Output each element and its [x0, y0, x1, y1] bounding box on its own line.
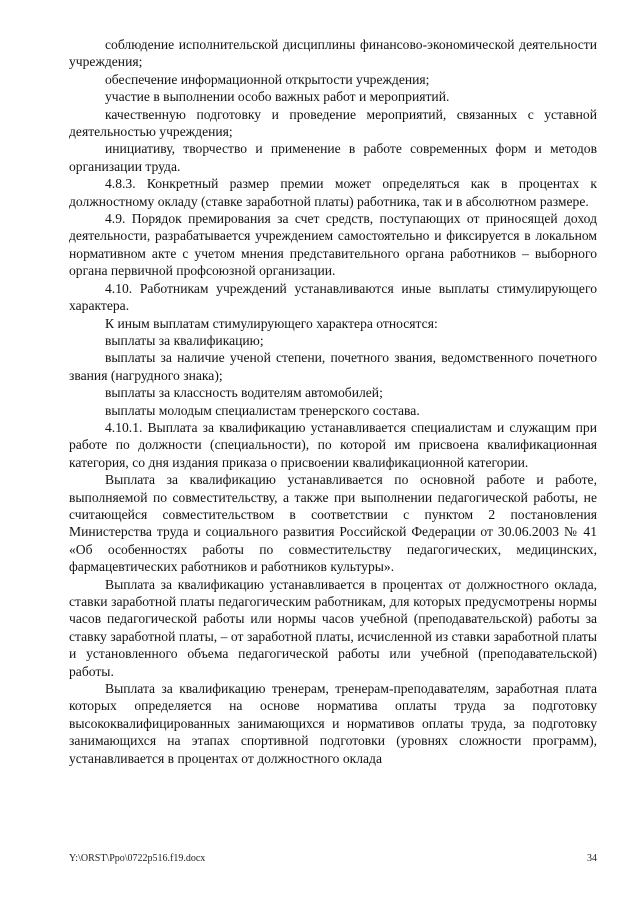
paragraph-other-payments-intro: К иным выплатам стимулирующего характера относятся:	[105, 315, 438, 331]
paragraph-4-8-3: 4.8.3. Конкретный размер премии может определяться как в процентах к должностному окладу (ставке заработной платы) работника, так и в абсолютном размере.	[69, 176, 597, 209]
paragraph-important-works: участие в выполнении особо важных работ и мероприятий.	[105, 89, 450, 105]
paragraph-4-10-1: 4.10.1. Выплата за квалификацию устанавливается специалистам и служащим при работе по должности (специальности), по которой им присвоена квалификационная категория, со дня издания приказа о присвоении квалификационной категории.	[69, 419, 597, 470]
paragraph-coaches-percent: Выплата за квалификацию тренерам, тренерам-преподавателям, заработная плата которых определяется на основе норматива оплаты труда за подготовку высококвалифицированных занимающихся и нормативов оплаты труда, за подготовку занимающихся на этапах спортивной подготовки (уровнях сложности программ), устанавливается в процентах от должностного оклада	[69, 681, 597, 766]
paragraph-pedagogical-percent: Выплата за квалификацию устанавливается в процентах от должностного оклада, ставки заработной платы педагогическим работникам, для которых предусмотрены нормы часов педагогической работы или нормы часов учебной (преподавательской) работы за ставку заработной платы, – от заработной платы, исчисленной из ставки заработной платы и установленного объема педагогической работы или учебной (преподавательской) работы.	[69, 576, 597, 679]
footer-file-path: Y:\ORST\Ppo\0722p516.f19.docx	[69, 853, 206, 864]
paragraph-4-9: 4.9. Порядок премирования за счет средств, поступающих от приносящей доход деятельности, разрабатывается учреждением самостоятельно и фиксируется в локальном нормативном акте с учетом мнения представительного органа работников – выборного органа первичной профсоюзной организации.	[69, 211, 597, 279]
document-body	[69, 36, 597, 767]
footer-page-number: 34	[587, 853, 597, 864]
paragraph-young-coach-payments: выплаты молодым специалистам тренерского состава.	[105, 402, 420, 418]
paragraph-openness: обеспечение информационной открытости учреждения;	[105, 71, 430, 87]
paragraph-initiative: инициативу, творчество и применение в работе современных форм и методов организации труда.	[69, 141, 597, 174]
paragraph-degree-payments: выплаты за наличие ученой степени, почетного звания, ведомственного почетного звания (нагрудного знака);	[69, 350, 597, 383]
paragraph-4-10: 4.10. Работникам учреждений устанавливаются иные выплаты стимулирующего характера.	[69, 280, 597, 314]
paragraph-discipline: соблюдение исполнительской дисциплины финансово-экономической деятельности учреждения;	[69, 37, 597, 70]
paragraph-combined-work: Выплата за квалификацию устанавливается по основной работе и работе, выполняемой по совместительству, а также при выполнении педагогической работы, не считающейся совместительством в соответствии с пунктом 2 постановления Министерства труда и социального развития Российской Федерации от 30.06.2003 № 41 «Об особенностях работы по совместительству педагогических, медицинских, фармацевтических работников и работников культуры».	[69, 472, 597, 575]
paragraph-event-preparation: качественную подготовку и проведение мероприятий, связанных с уставной деятельностью учреждения;	[69, 106, 597, 140]
paragraph-driver-class-payments: выплаты за классность водителям автомобилей;	[105, 385, 383, 401]
paragraph-qualification-payments: выплаты за квалификацию;	[105, 332, 264, 348]
